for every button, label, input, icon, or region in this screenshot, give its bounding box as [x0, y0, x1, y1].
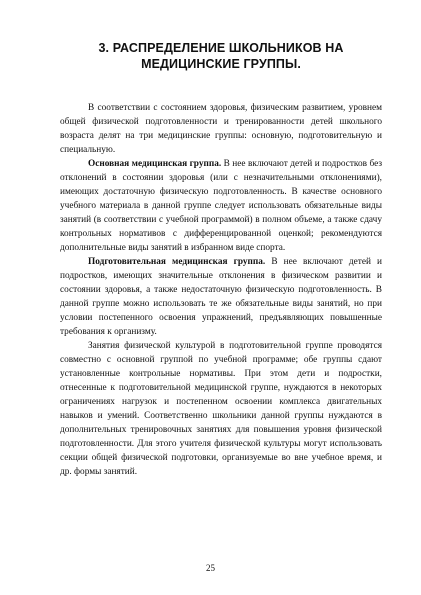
paragraph-main-group-lead: Основная медицинская группа.: [88, 159, 222, 169]
document-page: [60, 40, 382, 479]
paragraph-main-group: [60, 157, 382, 255]
paragraph-preparatory-group-lead: Подготовительная медицинская группа.: [88, 257, 266, 267]
paragraph-intro: [60, 101, 382, 157]
paragraph-preparatory-classes: [60, 339, 382, 479]
paragraph-main-group-text: В нее включают детей и подростков без отклонений в состоянии здоровья (или с незначительными отклонениями), имеющих достаточную физическую подготовленность. В качестве основного учебного материала в данной группе следует использовать обязательные виды занятий (в соответствии с учебной программой) в полном объеме, а также сдачу контрольных нормативов с дифференцированной оценкой; рекомендуются дополнительные виды занятий в избранном виде спорта.: [60, 159, 382, 253]
section-title-line-2: МЕДИЦИНСКИЕ ГРУППЫ.: [141, 57, 301, 71]
paragraph-intro-text: В соответствии с состоянием здоровья, физическим развитием, уровнем общей физической подготовленности и тренированности детей школьного возраста делят на три медицинские группы: основную, подготовительную и специальную.: [60, 103, 382, 155]
page-number: 25: [206, 563, 215, 573]
paragraph-preparatory-classes-text: Занятия физической культурой в подготовительной группе проводятся совместно с основной группой по учебной программе; обе группы сдают установленные контрольные нормативы. При этом дети и подростки, отнесенные к подготовительной медицинской группе, нуждаются в некоторых ограничениях нагрузок и постепенном освоении комплекса двигательных навыков и умений. Соответственно школьники данной группы нуждаются в дополнительных тренировочных занятиях для повышения уровня физической подготовленности. Для этого учителя физической культуры могут использовать секции общей физической подготовки, организуемые во вне учебное время, и др. формы занятий.: [60, 341, 382, 477]
paragraph-preparatory-group-text: В нее включают детей и подростков, имеющих значительные отклонения в физическом развитии и состоянии здоровья, а также недостаточную физическую подготовленность. В данной группе можно использовать те же обязательные виды занятий, но при условии постепенного освоения упражнений, предъявляющих повышенные требования к организму.: [60, 257, 383, 337]
section-title-line-1: 3. РАСПРЕДЕЛЕНИЕ ШКОЛЬНИКОВ НА: [98, 41, 344, 55]
section-title: [60, 40, 382, 72]
paragraph-preparatory-group: [60, 255, 382, 339]
